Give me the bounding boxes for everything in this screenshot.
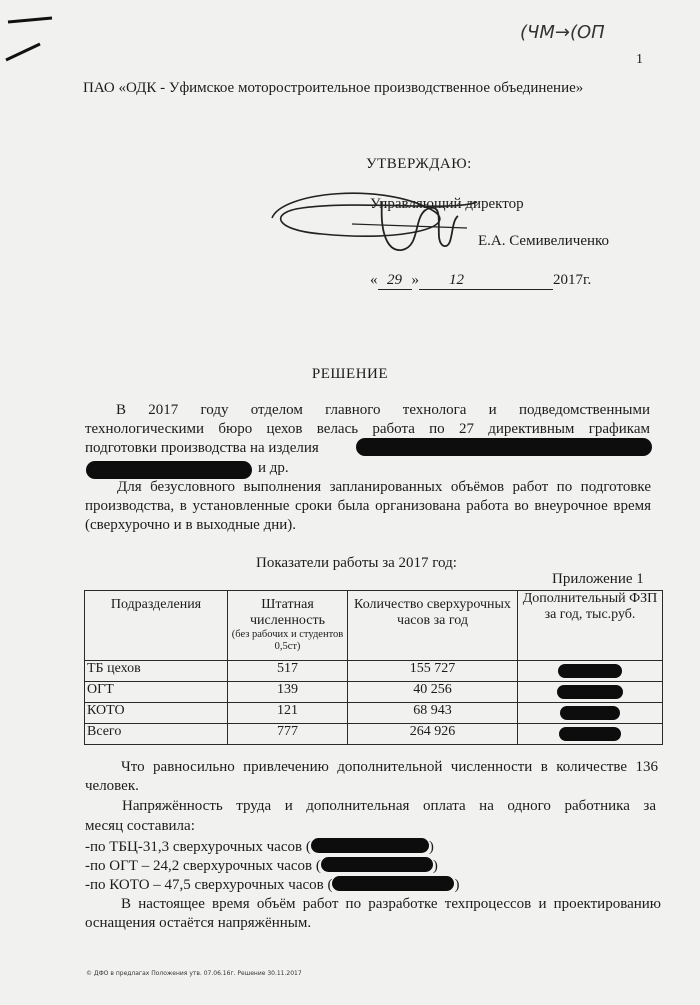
cell-staff: 121 [228, 703, 348, 724]
header-staff-note: (без рабочих и студентов 0,5ст) [231, 629, 344, 652]
para4-intro-line1: Напряжённость труда и дополнительная оплата на одного работника за [122, 798, 656, 814]
corner-mark-icon [0, 14, 60, 64]
redaction-products-2 [86, 461, 252, 479]
cell-staff: 139 [228, 682, 348, 703]
page-number: 1 [636, 52, 643, 67]
cell-hours: 155 727 [348, 661, 518, 682]
para2-text: Для безусловного выполнения запланированных объёмов работ по подготовке производства, в установленные сроки была организована работа во внеурочное время (сверхурочно и в выходные дни). [85, 479, 651, 533]
organization-name: ПАО «ОДК - Уфимское моторостроительное производственное объединение» [83, 80, 584, 96]
redaction-products-1 [356, 438, 652, 456]
cell-fzp-redacted [518, 703, 663, 724]
cell-hours: 264 926 [348, 724, 518, 745]
date-close-quote: » [411, 272, 419, 288]
para1-line3: подготовки производства на изделия [85, 440, 319, 456]
table-row [85, 661, 663, 682]
signature-icon [262, 172, 492, 262]
cell-fzp-redacted [518, 724, 663, 745]
date-month: 12 [419, 272, 553, 290]
para1-line1: В 2017 году отделом главного технолога и подведомственными [116, 402, 650, 418]
cell-hours: 68 943 [348, 703, 518, 724]
header-staff: Штатная численность (без рабочих и студентов 0,5ст) [228, 591, 348, 661]
cell-dept: Всего [85, 724, 228, 745]
document-title: РЕШЕНИЕ [311, 366, 389, 382]
cell-dept: ОГТ [85, 682, 228, 703]
approver-name: Е.А. Семивеличенко [478, 233, 610, 249]
date-open-quote: « [370, 272, 378, 288]
para4-item-tbc: -по ТБЦ-31,3 сверхурочных часов ( ) [85, 839, 434, 855]
approval-date [370, 272, 591, 290]
para4-item-koto: -по КОТО – 47,5 сверхурочных часов ( ) [85, 877, 460, 893]
cell-staff: 517 [228, 661, 348, 682]
table-header-row [85, 591, 663, 661]
appendix-label: Приложение 1 [552, 571, 644, 587]
cell-fzp-redacted [518, 682, 663, 703]
header-dept: Подразделения [85, 591, 228, 661]
redaction-pay-1 [311, 838, 429, 853]
approval-heading: УТВЕРЖДАЮ: [366, 156, 472, 172]
redaction-pay-2 [321, 857, 433, 872]
redaction-pay-3 [332, 876, 454, 891]
footer-note: © ДФО в предлагах Положения утв. 07.06.16г. Решение 30.11.2017 [86, 970, 302, 977]
table-row [85, 703, 663, 724]
date-year: 2017г. [553, 272, 592, 288]
para3-text: Что равносильно привлечению дополнительной численности в количестве 136 человек. [85, 759, 658, 794]
table-caption: Показатели работы за 2017 год: [256, 555, 457, 571]
cell-hours: 40 256 [348, 682, 518, 703]
para1-line4: и др. [258, 460, 289, 476]
para4-intro-line2: месяц составила: [85, 818, 195, 834]
approver-position: Управляющий директор [370, 196, 524, 212]
header-hours: Количество сверхурочных часов за год [348, 591, 518, 661]
cell-fzp-redacted [518, 661, 663, 682]
date-day: 29 [378, 272, 412, 290]
header-fzp: Дополнительный ФЗП за год, тыс.руб. [518, 591, 663, 661]
cell-dept: ТБ цехов [85, 661, 228, 682]
para4-item-ogt: -по ОГТ – 24,2 сверхурочных часов ( ) [85, 858, 438, 874]
cell-staff: 777 [228, 724, 348, 745]
para1-line2: технологическими бюро цехов велась работа по 27 директивным графикам [85, 421, 650, 437]
cell-dept: КОТО [85, 703, 228, 724]
stats-table [84, 590, 663, 745]
table-row [85, 682, 663, 703]
table-row-total [85, 724, 663, 745]
corner-handwritten-note: (ЧМ→(ОП [520, 22, 605, 43]
para5-text: В настоящее время объём работ по разработке техпроцессов и проектированию оснащения остаётся напряжённым. [85, 896, 661, 931]
